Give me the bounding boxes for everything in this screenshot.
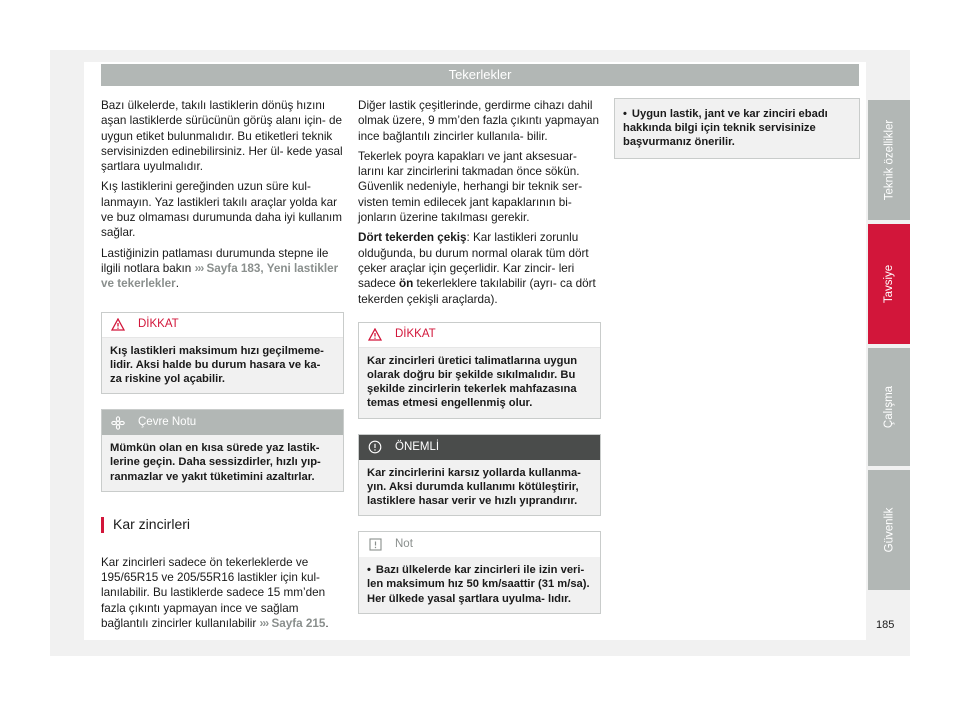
note-icon — [367, 537, 383, 553]
note-body — [359, 557, 600, 613]
info-circle-icon — [367, 439, 383, 455]
warning-triangle-icon — [367, 327, 383, 343]
tab-guvenlik[interactable]: Güvenlik — [868, 470, 910, 590]
chevron-right-icon: ››› — [259, 616, 269, 630]
paragraph: Bazı ülkelerde, takılı lastiklerin dönüş hızını aşan lastiklerde sürücünün görüş alanı için- de uygun etiket bulunmalıdır. Bu etiketleri teknik servisinizden edinebilirsiniz. Her ül- kede yasal şartlara uyulmalıdır. — [101, 99, 343, 174]
page-header: Tekerlekler — [101, 64, 859, 86]
paragraph: Kar zincirleri sadece ön tekerleklerde ve 195/65R15 ve 205/55R16 lastikler için kul- lanılabilir. Bu lastiklerde sadece 15 mm’den fazla çıkıntı yapmayan ince ve sağlam bağlantılı zincirler kullanılabilir ››› Sayfa 215. — [101, 555, 329, 630]
environment-note-box — [101, 409, 344, 492]
paragraph: Tekerlek poyra kapakları ve jant aksesuar- larını kar zincirlerini takmadan önce sökün. Güvenlik nedeniyle, herhangi bir teknik ser- visten temin edilecek jant kapaklarının bi- jonların üzerine takılması gerekir. — [358, 149, 583, 225]
warning-header — [359, 323, 600, 348]
important-box — [358, 434, 601, 517]
note-header — [359, 532, 600, 557]
paragraph: Dört tekerden çekiş: Kar lastikleri zorunlu olduğunda, bu durum normal olarak tüm dört çeker araçlar için geçerlidir. Kar zincir- leri sadece ön tekerleklere takılabilir (ayrı- ca dört tekerden çekişli araçlarda). — [358, 231, 596, 306]
note-box — [358, 531, 601, 614]
tab-teknik-ozellikler[interactable]: Teknik özellikler — [868, 100, 910, 220]
cross-reference-link[interactable] — [260, 617, 326, 630]
bullet-item: • Uygun lastik, jant ve kar zinciri ebadı hakkında bilgi için teknik servisinize başvurmanız önerilir. — [623, 108, 828, 148]
term-bold: ön — [398, 277, 414, 291]
environment-note-title: Çevre Notu — [138, 416, 197, 429]
paragraph-text: Lastiğinizin patlaması durumunda stepne ile ilgili notlara bakın — [101, 246, 329, 275]
flower-icon — [110, 415, 126, 431]
cross-reference-text: Sayfa 183, Yeni lastikler ve tekerlekler — [101, 261, 339, 291]
note-continuation-box — [614, 98, 860, 159]
important-header — [359, 435, 600, 460]
paragraph: Diğer lastik çeşitlerinde, gerdirme cihazı dahil olmak üzere, 9 mm’den fazla çıkıntı yapmayan ince bağlantılı zincirler kullanıla- bilir. — [358, 99, 599, 143]
warning-body: Kış lastikleri maksimum hızı geçilmeme- lidir. Aksi halde bu durum hasara ve ka- za riskine yol açabilir. — [102, 338, 343, 394]
section-title: Kar zincirleri — [113, 516, 191, 533]
warning-box — [101, 312, 344, 395]
section-heading — [101, 517, 344, 533]
note-continuation-body — [615, 99, 859, 158]
warning-triangle-icon — [110, 317, 126, 333]
environment-note-header — [102, 410, 343, 435]
tab-tavsiye[interactable]: Tavsiye — [868, 224, 910, 344]
term-bold: Dört tekerden çekiş — [358, 231, 467, 245]
chevron-right-icon: ››› — [194, 261, 204, 275]
section-accent-bar — [101, 517, 104, 533]
important-body: Kar zincirlerini karsız yollarda kullanma- yın. Aksi durumda kullanımı kötüleştirir, lastiklere hasar verir ve hızlı yıprandırır. — [359, 460, 600, 516]
warning-title: DİKKAT — [395, 328, 436, 341]
tab-calisma[interactable]: Çalışma — [868, 348, 910, 466]
column-left — [101, 98, 344, 636]
warning-header — [102, 313, 343, 338]
column-right — [614, 98, 860, 172]
paragraph-text: Kar zincirleri sadece ön tekerleklerde ve 195/65R15 ve 205/55R16 lastikler için kul- lanılabilir. Bu lastiklerde sadece 15 mm’den fazla çıkıntı yapmayan ince ve sağlam bağlantılı zincirler kullanılabilir — [101, 555, 326, 630]
warning-body: Kar zincirleri üretici talimatlarına uygun olarak doğru bir şekilde sıkılmalıdır. Bu şekilde zincirlerin tekerlek mahfazasına temas etmesi engellenmiş olur. — [359, 348, 600, 418]
paragraph: Lastiğinizin patlaması durumunda stepne ile ilgili notlara bakın ››› Sayfa 183, Yeni lastikler ve tekerlekler. — [101, 246, 339, 291]
cross-reference-text: Sayfa 215 — [271, 616, 326, 630]
warning-box — [358, 322, 601, 419]
paragraph: Kış lastiklerini gereğinden uzun süre kul- lanmayın. Yaz lastikleri takılı araçlar yolda kar ve buz olmaması durumunda daha iyi kullanım sağlar. — [101, 180, 343, 240]
page-number: 185 — [876, 619, 895, 631]
bullet-item: • Bazı ülkelerde kar zincirleri ile izin veri- len maksimum hız 50 km/saattir (31 m/sa). Her ülkede yasal şartlara uyulma- lıdır. — [367, 564, 590, 604]
note-title: Not — [395, 538, 413, 551]
column-middle — [358, 98, 601, 627]
environment-note-body: Mümkün olan en kısa sürede yaz lastik- lerine geçin. Daha sessizdirler, hızlı yıp- ranmazlar ve yakıt tüketimini azaltırlar. — [102, 435, 343, 491]
warning-title: DİKKAT — [138, 317, 179, 330]
important-title: ÖNEMLİ — [395, 440, 440, 453]
